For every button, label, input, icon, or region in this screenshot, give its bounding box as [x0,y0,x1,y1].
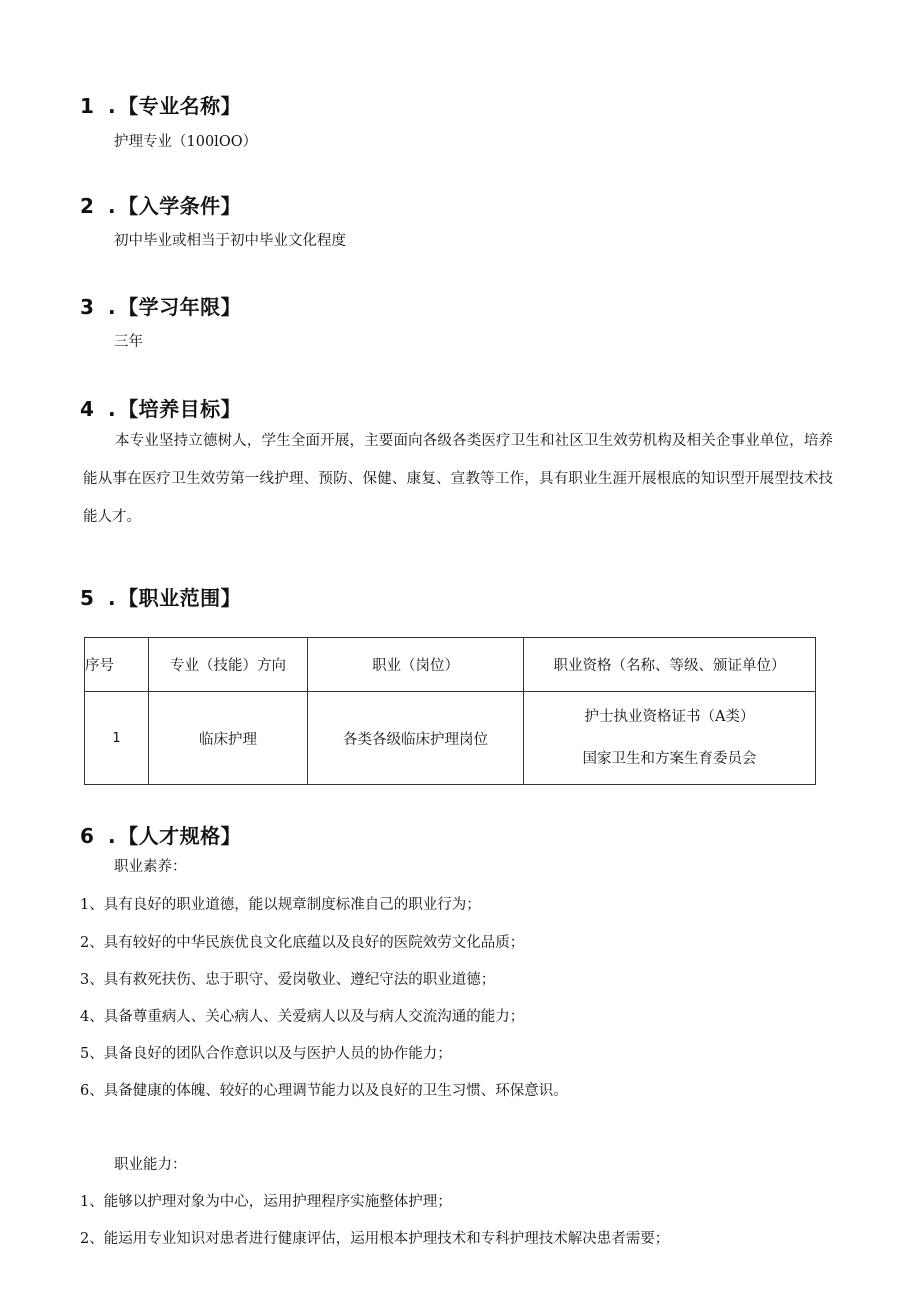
section-2-heading: 2 . 【入学条件】 [80,194,242,218]
list-item: 5、具备良好的团队合作意识以及与医护人员的协作能力； [80,1046,452,1062]
section-title: 【职业范围】 [118,586,242,610]
header-position: 职业（岗位） [308,638,524,692]
list-item: 3、具有救死扶伤、忠于职守、爱岗敬业、遵纪守法的职业道德； [80,972,496,988]
section-title: 【专业名称】 [118,94,242,118]
list-item: 6、具备健康的体魄、较好的心理调节能力以及良好的卫生习惯、环保意识。 [80,1083,568,1099]
cell-position: 各类各级临床护理岗位 [308,692,524,785]
section-1-heading: 1 . 【专业名称】 [80,94,242,118]
section-title: 【入学条件】 [118,194,242,218]
cell-direction: 临床护理 [149,692,308,785]
section-number: 3 [80,295,95,319]
list-item: 4、具备尊重病人、关心病人、关爱病人以及与病人交流沟通的能力； [80,1009,525,1025]
header-seq: 序号 [85,638,149,692]
section-title: 【人才规格】 [118,824,242,848]
literacy-title: 职业素养： [114,859,187,875]
study-duration-text: 三年 [114,334,143,350]
career-scope-table-wrapper [84,637,815,784]
section-5-heading: 5 . 【职业范围】 [80,586,242,610]
list-item: 1、能够以护理对象为中心，运用护理程序实施整体护理； [80,1194,452,1210]
section-title: 【学习年限】 [118,295,242,319]
cert-issuer: 国家卫生和方案生育委员会 [582,751,757,767]
section-number: 4 [80,397,95,421]
list-item: 2、具有较好的中华民族优良文化底蕴以及良好的医院效劳文化品质； [80,935,525,951]
section-title: 【培养目标】 [118,397,242,421]
section-6-heading: 6 . 【人才规格】 [80,824,242,848]
header-qualification: 职业资格（名称、等级、颁证单位） [524,638,816,692]
section-4-heading: 4 . 【培养目标】 [80,397,242,421]
career-scope-table [84,637,816,785]
entry-requirement-text: 初中毕业或相当于初中毕业文化程度 [114,233,346,249]
cell-qualification [524,692,816,785]
major-name-text: 护理专业（100lOO） [114,134,258,150]
header-direction: 专业（技能）方向 [149,638,308,692]
section-number: 6 [80,824,95,848]
section-number: 1 [80,94,95,118]
table-header-row [85,638,816,692]
list-item: 1、具有良好的职业道德，能以规章制度标准自己的职业行为； [80,897,481,913]
cert-name: 护士执业资格证书（A类） [584,709,755,725]
ability-title: 职业能力： [114,1157,187,1173]
cell-seq: 1 [85,692,149,785]
section-number: 2 [80,194,95,218]
table-row [85,692,816,785]
training-goal-paragraph: 本专业坚持立德树人，学生全面开展，主要面向各级各类医疗卫生和社区卫生效劳机构及相关企事业单位，培养能从事在医疗卫生效劳第一线护理、预防、保健、康复、宣教等工作，具有职业生涯开展根底的知识型开展型技术技能人才。 [83,433,833,525]
section-3-heading: 3 . 【学习年限】 [80,295,242,319]
list-item: 2、能运用专业知识对患者进行健康评估，运用根本护理技术和专科护理技术解决患者需要； [80,1231,670,1247]
section-number: 5 [80,586,95,610]
